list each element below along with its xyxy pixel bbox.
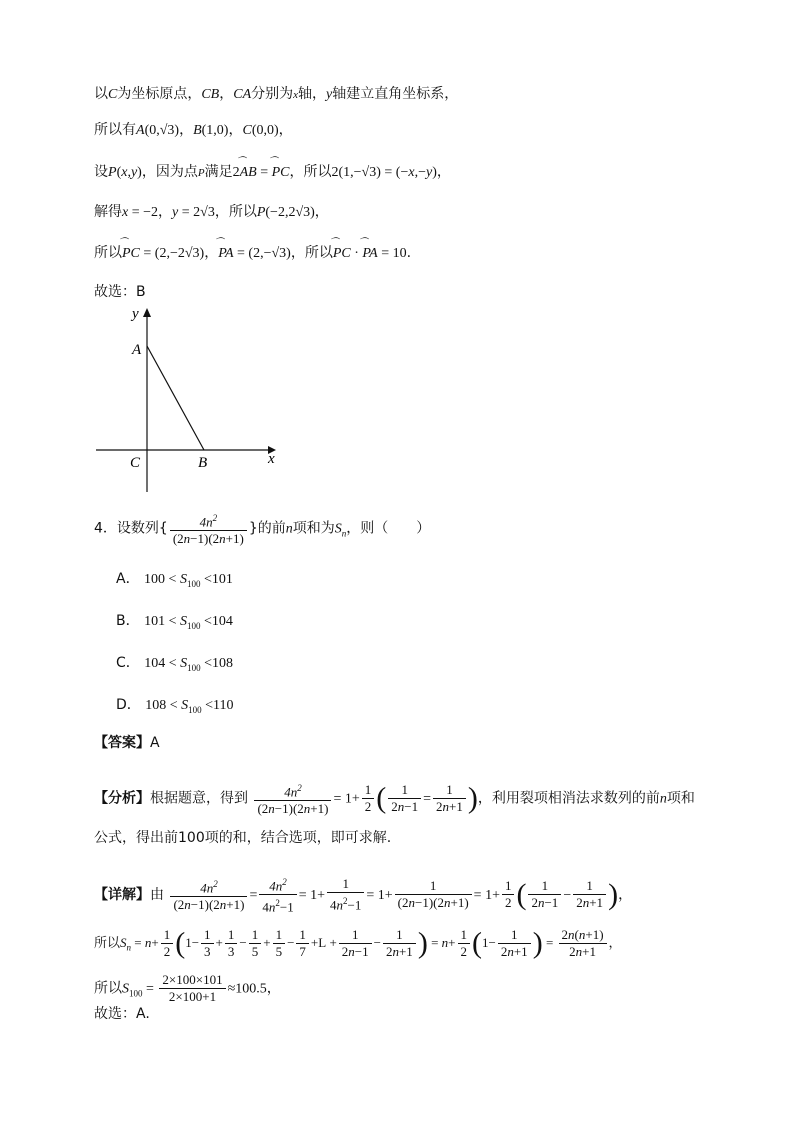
text-line-2: 所以有A(0,√3)，B(1,0)，C(0,0)， <box>94 122 293 138</box>
coordinate-figure <box>90 300 290 500</box>
answer-tag: 【答案】 <box>94 735 150 751</box>
text-line-6: 故选：B <box>94 284 146 300</box>
segment-AB <box>147 346 204 450</box>
detail-line-3: 所以$S_{100}$ = $\frac{2\times 100\times 101}{2\times 100+1}$ ≈100.5， <box>94 972 281 1004</box>
question-stem: 4．设数列{ $\frac{4n^2}{(2n-1)(2n+1)}$ }的前n项和为$S_n$，则（ ） <box>94 510 430 547</box>
stem-fraction: $\frac{4n^2}{(2n-1)(2n+1)}$ <box>170 510 247 547</box>
label-B: B <box>198 455 208 471</box>
analysis-line-1: 【分析】根据题意，得到 $\frac{4n^2}{(2n-1)(2n+1)}$ = 1+ $\frac{1}{2}$ ( $\frac{1}{2n-1}$ = $\frac{1}{2n+1}$ )，利用裂项相消法求数列的前n项和 <box>94 781 695 817</box>
text-line-3: 设P(x,y)，因为点P满足2⏝ AB = ⏝ PC，所以2(1,−√3) = (−x,−y)， <box>94 162 451 183</box>
text-line-4: 解得x = −2，y = 2√3，所以P(−2,2√3)， <box>94 204 329 220</box>
answer-value: A <box>150 735 160 751</box>
text-line-1: 以C为坐标原点，CB，CA分别为x轴，y轴建立直角坐标系， <box>94 86 459 102</box>
option-c[interactable]: C． $104 < S_{100} <108$ <box>116 655 234 673</box>
answer-line <box>94 733 160 753</box>
detail-end: 故选：A. <box>94 1006 150 1022</box>
analysis-line-2: 公式，得出前100项的和，结合选项，即可求解. <box>94 830 392 846</box>
label-A: A <box>132 342 142 358</box>
text-line-5: 所以⏝ PC = (2,−2√3)，⏝ PA = (2,−√3)，所以⏝ PC · ⏝ PA = 10. <box>94 243 411 264</box>
option-d[interactable]: D． $108 < S_{100} <110$ <box>116 697 234 715</box>
label-C: C <box>130 455 141 471</box>
option-a[interactable]: A． $100 < S_{100} <101$ <box>116 571 233 589</box>
option-b[interactable]: B． $101 < S_{100} <104$ <box>116 613 233 631</box>
detail-line-2: 所以$S_n = n+$ $\frac{1}{2}$ (1− $\frac{1}{3}$ + $\frac{1}{3}$ − $\frac{1}{5}$ + $\frac{1}{5}$ − $\frac{1}{7}$ +L + $\frac{1}{2n-1}$ − $\frac{1}{2n+1}$ ) = n+ $\frac{1}{2}$ (1− $\frac{1}{2n+1}$ ) = $\frac{2n(n+1)}{2n+1}$ ， <box>94 926 622 960</box>
label-y: y <box>132 306 139 322</box>
detail-line-1: 【详解】由 $\frac{4n^2}{(2n-1)(2n+1)}$ = $\frac{4n^2}{4n^2-1}$ = 1+ $\frac{1}{4n^2-1}$ = 1+ $\frac{1}{(2n-1)(2n+1)}$ = 1+ $\frac{1}{2}$ ( $\frac{1}{2n-1}$ − $\frac{1}{2n+1}$ )， <box>94 874 632 916</box>
y-axis-arrow <box>143 308 151 317</box>
label-x: x <box>268 451 275 467</box>
